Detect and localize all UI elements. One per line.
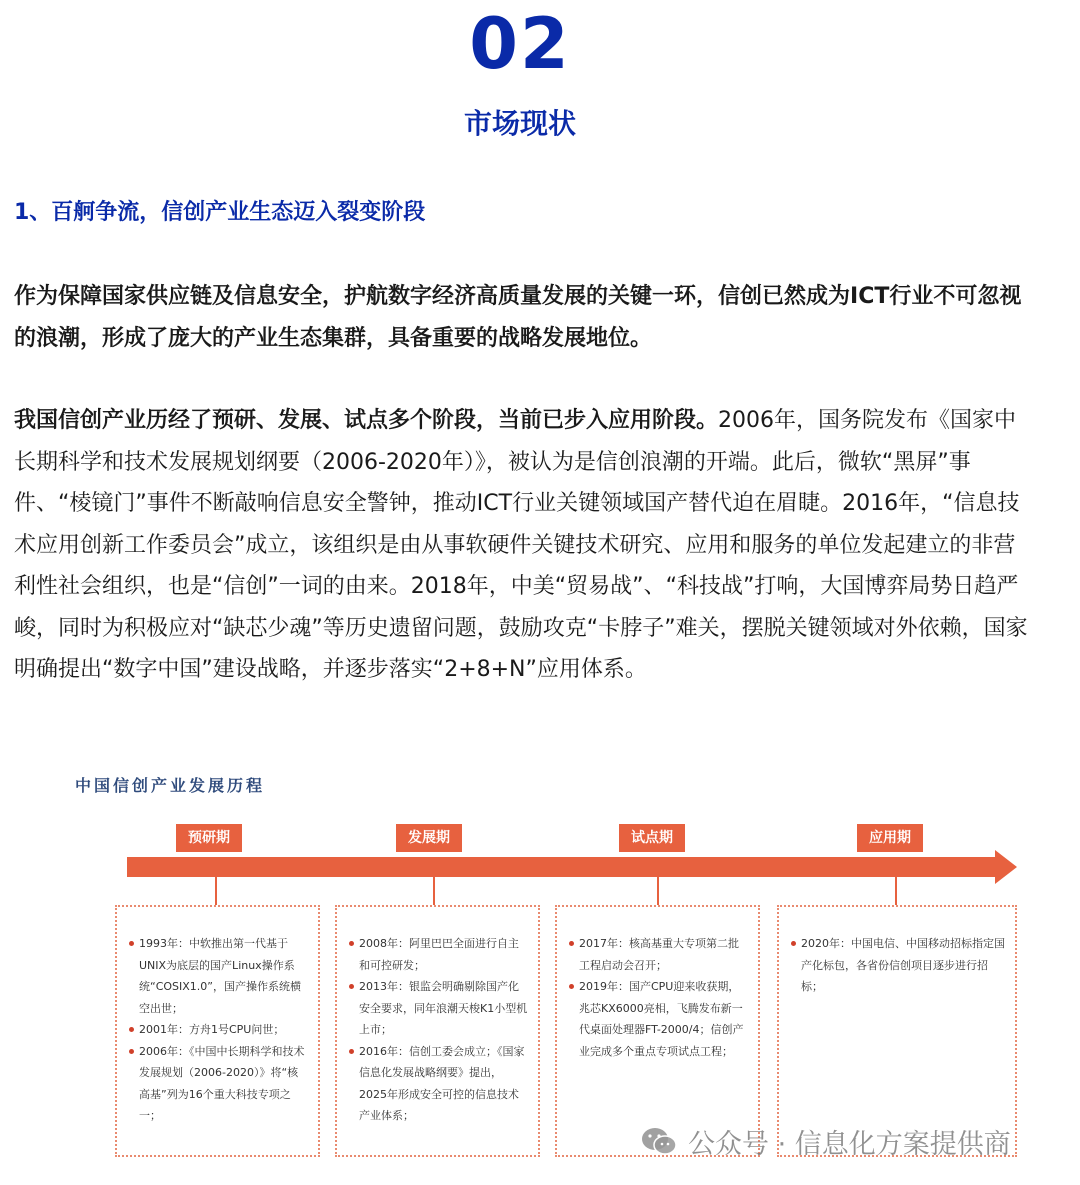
wechat-icon (640, 1126, 678, 1158)
phase-label-3: 试点期 (619, 824, 685, 852)
phase-4-item: 2020年：中国电信、中国移动招标指定国产化标包，各省份信创项目逐步进行招标； (791, 933, 1005, 998)
timeline-connector (657, 877, 659, 905)
subheading: 1、百舸争流，信创产业生态迈入裂变阶段 (14, 200, 426, 225)
phase-2-item: 2016年：信创工委会成立；《国家信息化发展战略纲要》提出，2025年形成安全可控的信息技术产业体系； (349, 1041, 528, 1127)
phase-2-item: 2008年：阿里巴巴全面进行自主和可控研发； (349, 933, 528, 976)
phase-label-4: 应用期 (857, 824, 923, 852)
phase-1-item: 2006年：《中国中长期科学和技术发展规划（2006-2020）》将“核高基”列为16个重大科技专项之一； (129, 1041, 308, 1127)
phase-box-4 (777, 905, 1017, 1157)
paragraph-1: 作为保障国家供应链及信息安全，护航数字经济高质量发展的关键一环，信创已然成为ICT行业不可忽视的浪潮，形成了庞大的产业生态集群，具备重要的战略发展地位。 (14, 284, 1022, 351)
phase-1-item: 2001年：方舟1号CPU问世； (129, 1019, 308, 1041)
section-title: 市场现状 (463, 107, 576, 140)
timeline-connector (433, 877, 435, 905)
timeline-connector (215, 877, 217, 905)
phase-box-3 (555, 905, 760, 1157)
paragraph-2-body: 2006年，国务院发布《国家中长期科学和技术发展规划纲要（2006-2020年）》，被认为是信创浪潮的开端。此后，微软“黑屏”事件、“棱镜门”事件不断敲响信息安全警钟，推动ICT行业关键领域国产替代迫在眉睫。2016年，“信息技术应用创新工作委员会”成立，该组织是由从事软硬件关键技术研究、应用和服务的单位发起建立的非营利性社会组织，也是“信创”一词的由来。2018年，中美“贸易战”、“科技战”打响，大国博弈局势日趋严峻，同时为积极应对“缺芯少魂”等历史遗留问题，鼓励攻克“卡脖子”难关，摆脱关键领域对外依赖，国家明确提出“数字中国”建设战略，并逐步落实“2+8+N”应用体系。 (14, 408, 1028, 682)
section-number: 02 (469, 3, 571, 85)
phase-label-2: 发展期 (396, 824, 462, 852)
watermark (640, 1122, 1011, 1161)
phase-1-item: 1993年：中软推出第一代基于UNIX为底层的国产Linux操作系统“COSIX1.0”，国产操作系统横空出世； (129, 933, 308, 1019)
phase-box-2 (335, 905, 540, 1157)
timeline-arrow-head (995, 850, 1017, 884)
phase-box-1 (115, 905, 320, 1157)
phase-3-item: 2019年：国产CPU迎来收获期，兆芯KX6000亮相，飞腾发布新一代桌面处理器FT-2000/4；信创产业完成多个重点专项试点工程； (569, 976, 748, 1062)
phase-3-item: 2017年：核高基重大专项第二批工程启动会召开； (569, 933, 748, 976)
phase-label-1: 预研期 (176, 824, 242, 852)
watermark-text: 公众号 · 信息化方案提供商 (688, 1129, 1011, 1160)
paragraph-2 (14, 400, 1034, 691)
phase-2-item: 2013年：银监会明确剔除国产化安全要求，同年浪潮天梭K1小型机上市； (349, 976, 528, 1041)
timeline-arrow-bar (127, 857, 997, 877)
paragraph-2-bold-lead: 我国信创产业历经了预研、发展、试点多个阶段，当前已步入应用阶段。 (14, 408, 719, 433)
timeline-connector (895, 877, 897, 905)
timeline-title: 中国信创产业发展历程 (75, 776, 266, 795)
